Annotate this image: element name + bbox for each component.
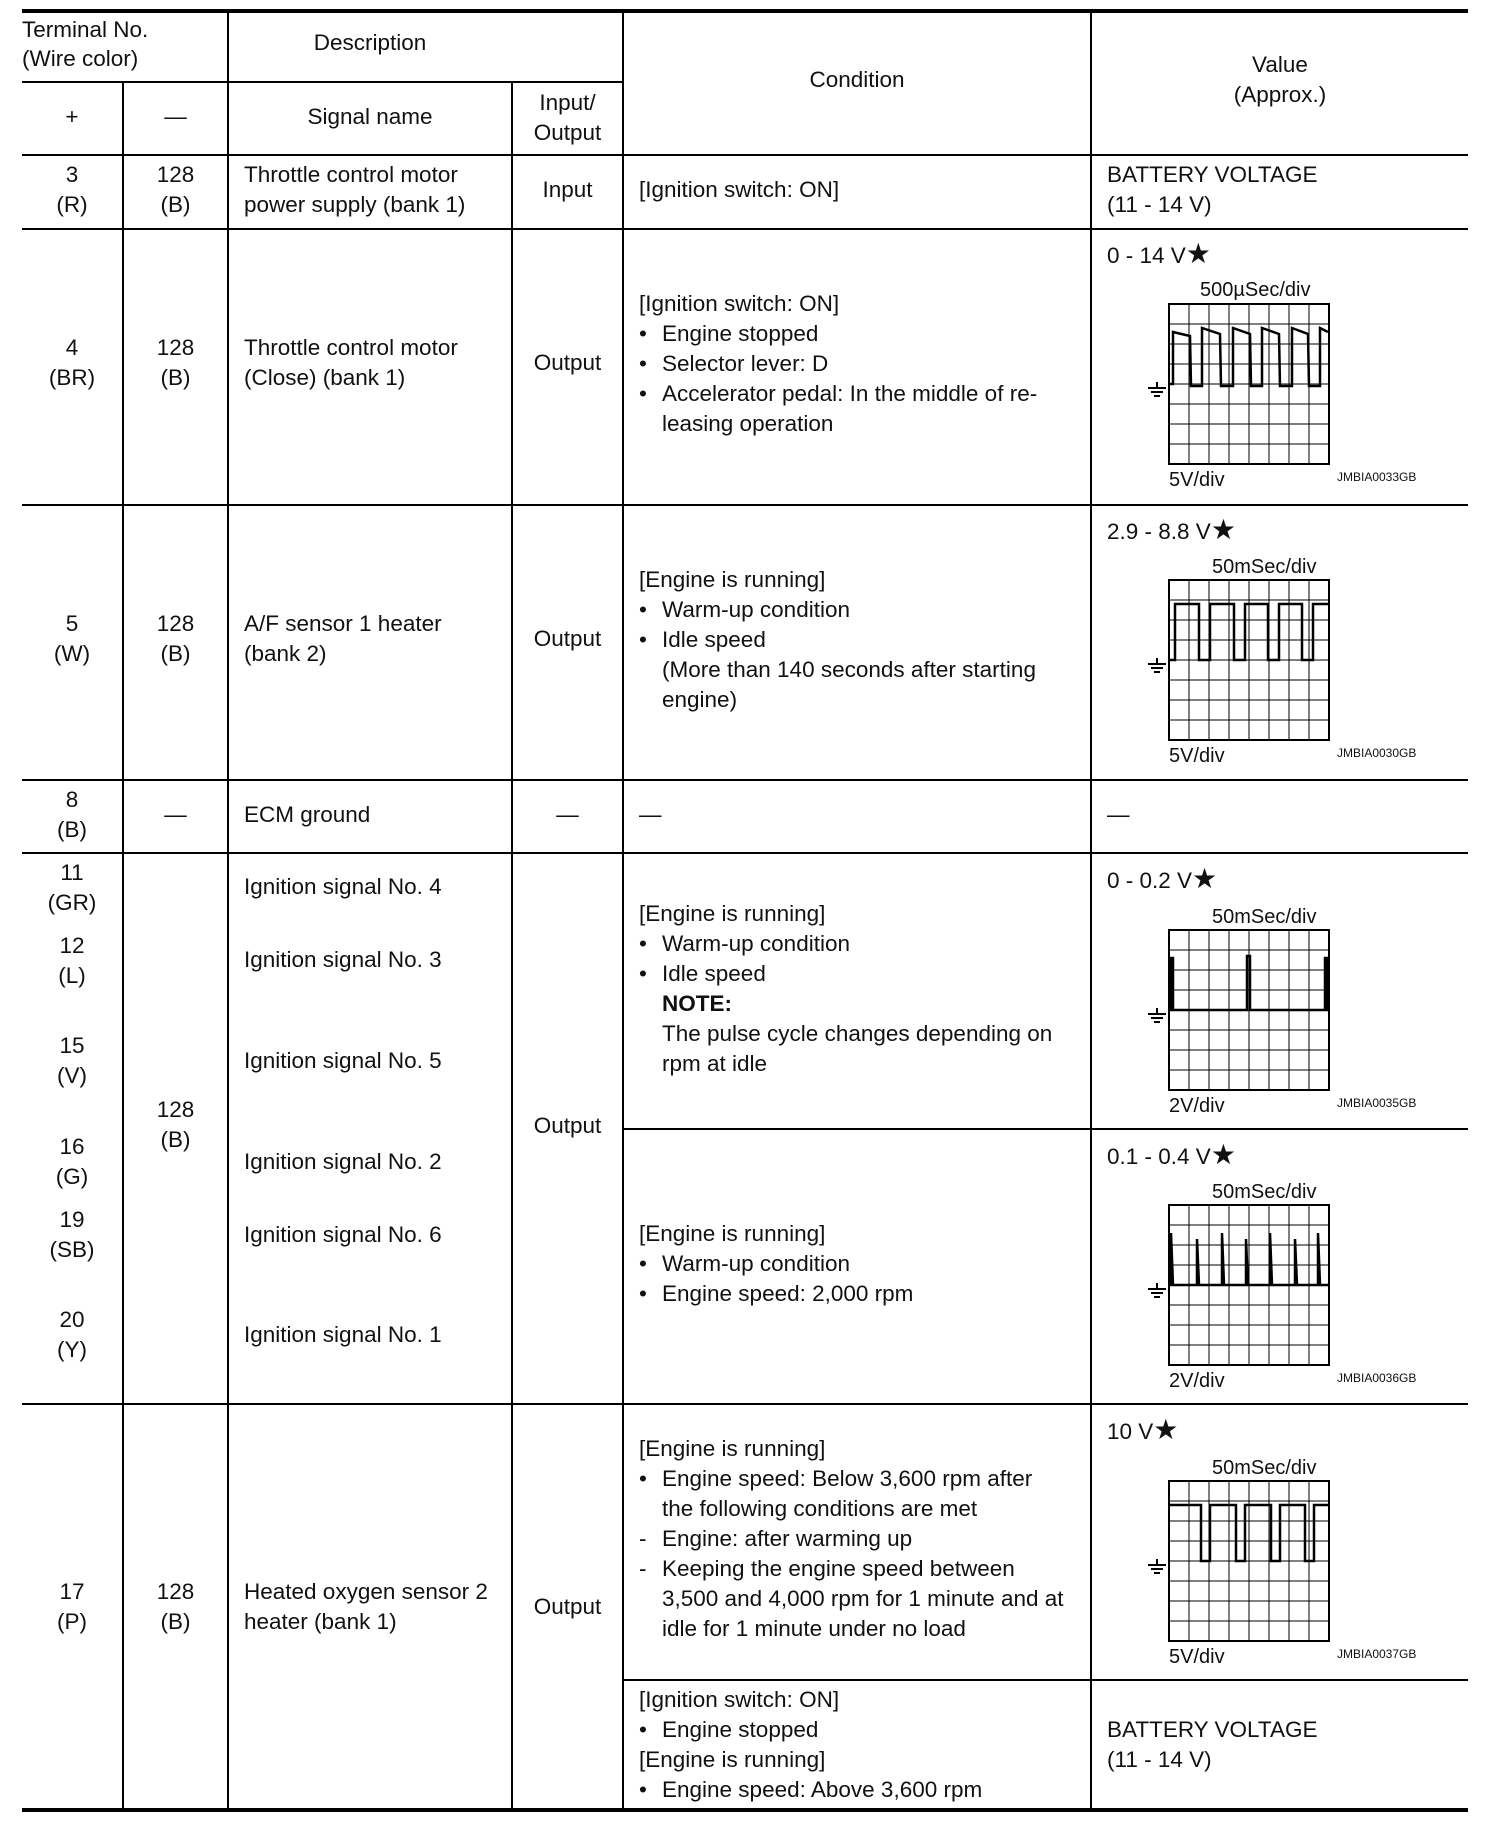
row4-condition-3: Accelerator pedal: In the middle of re- bbox=[662, 381, 1038, 406]
row4-waveform-svg bbox=[1142, 302, 1338, 466]
ign-timebase2: 50mSec/div bbox=[1212, 1181, 1317, 1203]
ign-code1: JMBIA0035GB bbox=[1337, 1096, 1417, 1110]
header-value: Value (Approx.) bbox=[1233, 52, 1327, 107]
ign-cond1-note: NOTE: bbox=[662, 991, 732, 1016]
row4-volt-div: 5V/div bbox=[1169, 469, 1225, 491]
header-minus: — bbox=[164, 104, 187, 129]
rule-v2 bbox=[227, 10, 229, 1810]
ign-volt-div1: 2V/div bbox=[1169, 1095, 1225, 1117]
row17-cond2-head-2: [Engine is running] bbox=[639, 1747, 826, 1772]
header-input-output: Input/ Output bbox=[533, 90, 602, 145]
ign-terminal-12: 12 (L) bbox=[58, 933, 86, 988]
row17-cond1-bul-2: the following conditions are met bbox=[662, 1496, 978, 1521]
rule-v5 bbox=[1090, 10, 1092, 1810]
ign-cond1-note-1: The pulse cycle changes depending on bbox=[662, 1021, 1053, 1046]
row17-cond2-bul-1: Engine stopped bbox=[662, 1717, 819, 1742]
row17-cond1-dash-1: - bbox=[639, 1526, 647, 1551]
rule-header-mid bbox=[22, 81, 623, 83]
star-icon: ★ bbox=[1192, 863, 1218, 894]
row4-waveform bbox=[1142, 302, 1338, 466]
row17-value1: 10 V★ bbox=[1107, 1414, 1179, 1445]
row17-cond1-dash1-text: Engine: after warming up bbox=[662, 1526, 913, 1551]
row5-volt-div: 5V/div bbox=[1169, 745, 1225, 767]
row3-plus: 3 (R) bbox=[56, 162, 88, 217]
rule-top bbox=[22, 9, 1468, 13]
rule-header-bottom bbox=[22, 154, 1468, 156]
ign-cond1-note-2: rpm at idle bbox=[662, 1051, 768, 1076]
row5-minus: 128 (B) bbox=[156, 611, 195, 666]
star-icon: ★ bbox=[1185, 238, 1211, 269]
ign-cond1-1: Warm-up condition bbox=[662, 931, 850, 956]
ign-minus: 128 (B) bbox=[156, 1097, 195, 1152]
row17-io: Output bbox=[533, 1594, 602, 1619]
row4-bullet-1: • bbox=[639, 321, 647, 346]
row17-value2: BATTERY VOLTAGE (11 - 14 V) bbox=[1107, 1717, 1318, 1772]
row17-signal: Heated oxygen sensor 2 heater (bank 1) bbox=[244, 1579, 488, 1634]
row5-io: Output bbox=[533, 626, 602, 651]
row17-cond2-bullet-2: • bbox=[639, 1777, 647, 1802]
row8-io: — bbox=[556, 802, 579, 827]
row4-condition-4: leasing operation bbox=[662, 411, 834, 436]
row5-condition-head: [Engine is running] bbox=[639, 567, 826, 592]
row17-cond1-dash-2: - bbox=[639, 1556, 647, 1581]
header-terminal: Terminal No. (Wire color) bbox=[22, 17, 149, 71]
star-icon: ★ bbox=[1153, 1414, 1179, 1445]
row8-signal: ECM ground bbox=[244, 802, 371, 827]
ign-value1: 0 - 0.2 V★ bbox=[1107, 863, 1218, 894]
ign-signal-3: Ignition signal No. 3 bbox=[244, 947, 442, 972]
row4-bullet-2: • bbox=[639, 351, 647, 376]
row4-bullet-3: • bbox=[639, 381, 647, 406]
ign-cond1-head: [Engine is running] bbox=[639, 901, 826, 926]
rule-bottom bbox=[22, 1808, 1468, 1812]
row17-cond1-dash2-1: Keeping the engine speed between bbox=[662, 1556, 1015, 1581]
row17-cond2-head-1: [Ignition switch: ON] bbox=[639, 1687, 840, 1712]
ign-terminal-15: 15 (V) bbox=[57, 1033, 87, 1088]
row3-signal: Throttle control motor power supply (bank 1) bbox=[244, 162, 466, 217]
ign-terminal-19: 19 (SB) bbox=[49, 1207, 95, 1262]
ign-terminal-20: 20 (Y) bbox=[57, 1307, 87, 1362]
row5-condition-2: Idle speed bbox=[662, 627, 766, 652]
row3-minus: 128 (B) bbox=[156, 162, 195, 217]
row17-minus: 128 (B) bbox=[156, 1579, 195, 1634]
row17-cond1-bullet: • bbox=[639, 1466, 647, 1491]
row17-cond1-head: [Engine is running] bbox=[639, 1436, 826, 1461]
ign-signal-6: Ignition signal No. 6 bbox=[244, 1222, 442, 1247]
ign-cond2-bullet-2: • bbox=[639, 1281, 647, 1306]
rule-row5-bottom bbox=[22, 779, 1468, 781]
ign-cond2-1: Warm-up condition bbox=[662, 1251, 850, 1276]
row5-timebase: 50mSec/div bbox=[1212, 556, 1317, 578]
rule-r17-sub bbox=[622, 1679, 1468, 1681]
ign-cond1-bullet-2: • bbox=[639, 961, 647, 986]
row17-cond1-bul-1: Engine speed: Below 3,600 rpm after bbox=[662, 1466, 1033, 1491]
ign-cond1-2: Idle speed bbox=[662, 961, 766, 986]
rule-v3 bbox=[511, 82, 513, 1810]
rule-row8-bottom bbox=[22, 852, 1468, 854]
row8-plus: 8 (B) bbox=[57, 787, 87, 842]
row4-signal: Throttle control motor (Close) (bank 1) bbox=[244, 335, 458, 390]
ign-waveform2-svg bbox=[1142, 1203, 1338, 1367]
ign-signal-5: Ignition signal No. 5 bbox=[244, 1048, 442, 1073]
ign-io: Output bbox=[533, 1113, 602, 1138]
row5-condition-4: engine) bbox=[662, 687, 738, 712]
row4-timebase: 500µSec/div bbox=[1200, 279, 1311, 301]
row3-value: BATTERY VOLTAGE (11 - 14 V) bbox=[1107, 162, 1318, 217]
row8-value: — bbox=[1107, 802, 1130, 827]
ign-timebase1: 50mSec/div bbox=[1212, 906, 1317, 928]
star-icon: ★ bbox=[1210, 1139, 1236, 1170]
row4-condition-1: Engine stopped bbox=[662, 321, 819, 346]
ign-terminal-11: 11 (GR) bbox=[47, 860, 97, 915]
row8-minus: — bbox=[164, 802, 187, 827]
rule-row3-bottom bbox=[22, 228, 1468, 230]
header-condition: Condition bbox=[809, 67, 905, 92]
row4-code: JMBIA0033GB bbox=[1337, 470, 1417, 484]
row5-waveform bbox=[1142, 578, 1338, 742]
row5-bullet-2: • bbox=[639, 627, 647, 652]
ign-waveform2 bbox=[1142, 1203, 1338, 1367]
header-plus: + bbox=[65, 104, 79, 129]
rule-v4 bbox=[622, 10, 624, 1810]
rule-row4-bottom bbox=[22, 504, 1468, 506]
ign-signal-4: Ignition signal No. 4 bbox=[244, 874, 442, 899]
row3-condition: [Ignition switch: ON] bbox=[639, 177, 840, 202]
header-signal-name: Signal name bbox=[307, 104, 433, 129]
ign-cond2-head: [Engine is running] bbox=[639, 1221, 826, 1246]
row5-signal: A/F sensor 1 heater (bank 2) bbox=[244, 611, 442, 666]
ign-volt-div2: 2V/div bbox=[1169, 1370, 1225, 1392]
row8-condition: — bbox=[639, 802, 662, 827]
row4-value: 0 - 14 V★ bbox=[1107, 238, 1211, 269]
row5-code: JMBIA0030GB bbox=[1337, 746, 1417, 760]
row5-waveform-svg bbox=[1142, 578, 1338, 742]
row4-io: Output bbox=[533, 350, 602, 375]
row17-timebase: 50mSec/div bbox=[1212, 1457, 1317, 1479]
row17-waveform bbox=[1142, 1479, 1338, 1643]
row17-code: JMBIA0037GB bbox=[1337, 1647, 1417, 1661]
row5-bullet-1: • bbox=[639, 597, 647, 622]
row4-condition-head: [Ignition switch: ON] bbox=[639, 291, 840, 316]
ign-cond2-2: Engine speed: 2,000 rpm bbox=[662, 1281, 914, 1306]
row17-plus: 17 (P) bbox=[57, 1579, 87, 1634]
ign-signal-1: Ignition signal No. 1 bbox=[244, 1322, 442, 1347]
rule-ign-bottom bbox=[22, 1403, 1468, 1405]
ign-value2: 0.1 - 0.4 V★ bbox=[1107, 1139, 1236, 1170]
header-description: Description bbox=[313, 30, 427, 55]
ign-cond2-bullet-1: • bbox=[639, 1251, 647, 1276]
row4-plus: 4 (BR) bbox=[48, 335, 96, 390]
row17-volt-div: 5V/div bbox=[1169, 1646, 1225, 1668]
row5-condition-1: Warm-up condition bbox=[662, 597, 850, 622]
row5-value: 2.9 - 8.8 V★ bbox=[1107, 514, 1236, 545]
row4-minus: 128 (B) bbox=[156, 335, 195, 390]
row3-io: Input bbox=[542, 177, 593, 202]
row17-cond2-bullet-1: • bbox=[639, 1717, 647, 1742]
row4-condition-2: Selector lever: D bbox=[662, 351, 829, 376]
ign-signal-2: Ignition signal No. 2 bbox=[244, 1149, 442, 1174]
row5-condition-3: (More than 140 seconds after starting bbox=[662, 657, 1036, 682]
row17-cond1-dash2-3: idle for 1 minute under no load bbox=[662, 1616, 966, 1641]
rule-ign-sub bbox=[622, 1128, 1468, 1130]
ign-code2: JMBIA0036GB bbox=[1337, 1371, 1417, 1385]
row17-cond2-bul-2: Engine speed: Above 3,600 rpm bbox=[662, 1777, 983, 1802]
ign-waveform1-svg bbox=[1142, 928, 1338, 1092]
star-icon: ★ bbox=[1210, 514, 1236, 545]
ign-cond1-bullet-1: • bbox=[639, 931, 647, 956]
row5-plus: 5 (W) bbox=[53, 611, 91, 666]
ign-waveform1 bbox=[1142, 928, 1338, 1092]
ign-terminal-16: 16 (G) bbox=[55, 1134, 89, 1189]
row17-waveform-svg bbox=[1142, 1479, 1338, 1643]
row17-cond1-dash2-2: 3,500 and 4,000 rpm for 1 minute and at bbox=[662, 1586, 1064, 1611]
